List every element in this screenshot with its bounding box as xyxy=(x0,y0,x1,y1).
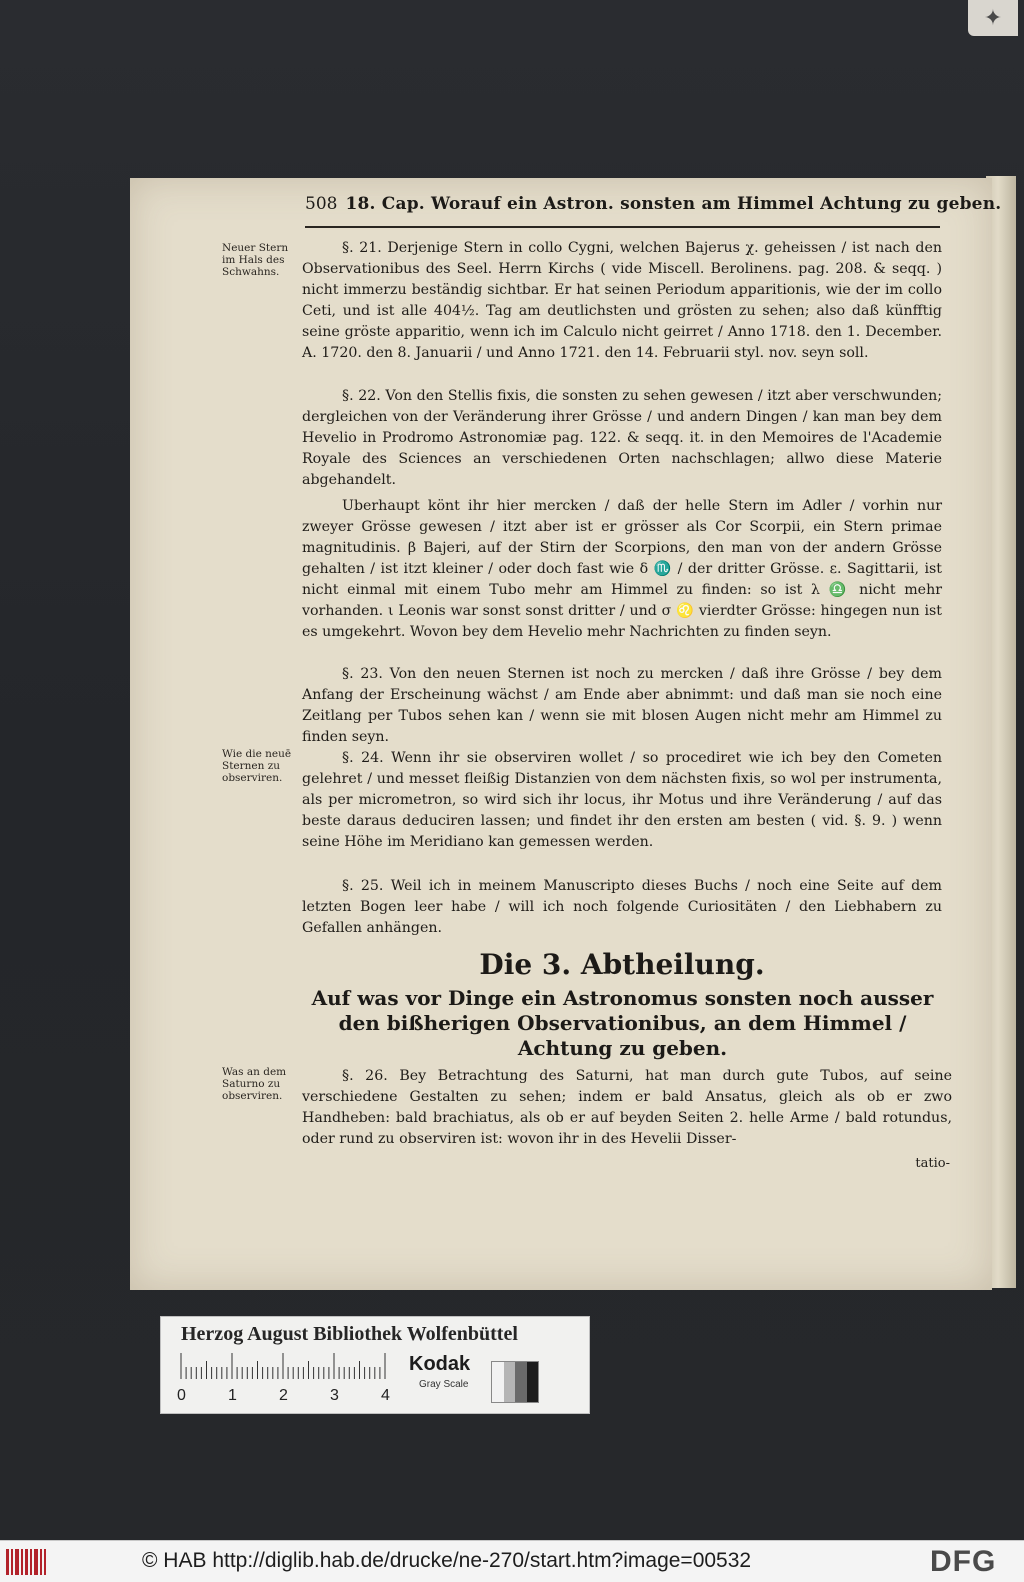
dfg-logo: DFG xyxy=(930,1545,997,1578)
section-title: Die 3. Abtheilung. xyxy=(479,948,765,981)
marginal-note-saturn: Was an dem Saturno zu observiren. xyxy=(222,1066,287,1102)
paragraph-23: §. 23. Von den neuen Sternen ist noch zu mercken / daß ihre Grösse / bey dem Anfang der Erscheinung wächst / am Ende aber abnimmt: und daß man sie noch eine Zeitlang per Tubos sehen kan / wenn sie mit blosen Augen nicht mehr am Himmel zu finden seyn. xyxy=(302,666,942,745)
kodak-brand: Kodak xyxy=(409,1353,471,1375)
scale-number: 3 xyxy=(330,1387,339,1404)
kodak-subtitle: Gray Scale xyxy=(419,1379,469,1390)
bookmark-icon[interactable]: ✦ xyxy=(968,0,1018,36)
paragraph-22: §. 22. Von den Stellis fixis, die sonsten zu sehen gewesen / itzt aber verschwunden; dergleichen von der Veränderung ihrer Grösse / und andern Dingen / kan man bey dem Hevelio in Prodromo Astronomiæ pag. 122. & seqq. it. in den Memoires de l'Academie Royale des Sciences an verschiedenen Orten nachschlagen; allwo diese Materie abgehandelt. xyxy=(302,388,942,488)
section-subtitle: Auf was vor Dinge ein Astronomus sonsten noch ausser den bißherigen Observationibus, an dem Himmel / Achtung zu geben. xyxy=(311,986,934,1060)
page-number: 508 xyxy=(305,194,338,214)
scale-number: 2 xyxy=(279,1387,288,1404)
barcode-icon xyxy=(4,1547,48,1577)
footer-bar xyxy=(0,1540,1024,1582)
library-name: Herzog August Bibliothek Wolfenbüttel xyxy=(181,1323,518,1345)
scale-number: 0 xyxy=(177,1387,186,1404)
marginal-note-observe-stars: Wie die neuē Sternen zu observiren. xyxy=(222,748,292,784)
book-page xyxy=(130,178,1002,1290)
paragraph-overview: Uberhaupt könt ihr hier mercken / daß der helle Stern im Adler / vorhin nur zweyer Grösse gewesen / itzt aber ist er grösser als Cor Scorpii, ein Stern primae magnitudinis. β Bajeri, auf der Stirn der Scorpions, den man von der andern Grösse gehalten / ist itzt kleiner / oder doch fast wie δ ♏ / der dritter Grösse. ε. Sagittarii, ist nicht einmal mit einem Tubo mehr am Himmel zu finden: so ist λ ♎ nicht mehr vorhanden. ι Leonis war sonst sonst dritter / und σ ♌ vierdter Grösse: hingegen nun ist es umgekehrt. Wovon bey dem Hevelio mehr Nachrichten zu finden seyn. xyxy=(302,498,942,640)
scale-number: 1 xyxy=(228,1387,237,1404)
paragraph-24: §. 24. Wenn ihr sie observiren wollet / so procediret wie ich bey den Cometen gelehret / und messet fleißig Distanzien von dem nächsten fixis, so wol per instrumenta, als per micrometron, so wird sich ihr locus, ihr Motus und ihre Veränderung / auf das beste daraus deduciren lassen; und findet ihr den ersten am besten ( vid. §. 9. ) wenn seine Höhe im Meridiano kan gemessen werden. xyxy=(302,750,942,850)
header-rule xyxy=(305,226,940,228)
paragraph-26: §. 26. Bey Betrachtung des Saturni, hat man durch gute Tubos, auf seine verschiedene Gestalten zu sehen; indem er bald Ansatus, gleich als ob er zwo Handheben: bald brachiatus, als ob er auf beyden Seiten 2. helle Arme / bald rotundus, oder rund zu observiren ist: wovon ihr in des Hevelii Disser- xyxy=(302,1068,952,1147)
scale-ruler xyxy=(179,1351,397,1379)
footer-citation-link[interactable]: © HAB http://diglib.hab.de/drucke/ne-270/start.htm?image=00532 xyxy=(142,1549,752,1572)
scale-number: 4 xyxy=(381,1387,390,1404)
catchword: tatio- xyxy=(915,1156,950,1171)
page-header xyxy=(305,194,1002,224)
gray-scale-patch xyxy=(491,1361,539,1403)
paragraph-25: §. 25. Weil ich in meinem Manuscripto dieses Buchs / noch eine Seite auf dem letzten Bogen leer habe / will ich noch folgende Curiositäten / den Liebhabern zu Gefallen anhängen. xyxy=(302,878,942,936)
marginal-note-new-star: Neuer Stern im Hals des Schwahns. xyxy=(222,242,289,278)
running-head: 18. Cap. Worauf ein Astron. sonsten am Himmel Achtung zu geben. xyxy=(345,194,1002,214)
paragraph-21: §. 21. Derjenige Stern in collo Cygni, welchen Bajerus χ. geheissen / ist nach den Observationibus des Seel. Herrn Kirchs ( vide Miscell. Berolinens. pag. 208. & seqq. ) nicht immerzu beständig sichtbar. Er hat seinen Periodum apparitionis, wie der im collo Ceti, und ist alle 404½. Tag am deutlichsten und grösten zu sehen; also daß künfftig seine gröste apparitio, wenn ich im Calculo nicht geirret / Anno 1718. den 1. December. A. 1720. den 8. Januarii / und Anno 1721. den 14. Februarii styl. nov. seyn soll. xyxy=(302,240,942,361)
library-calibration-card xyxy=(160,1316,590,1414)
